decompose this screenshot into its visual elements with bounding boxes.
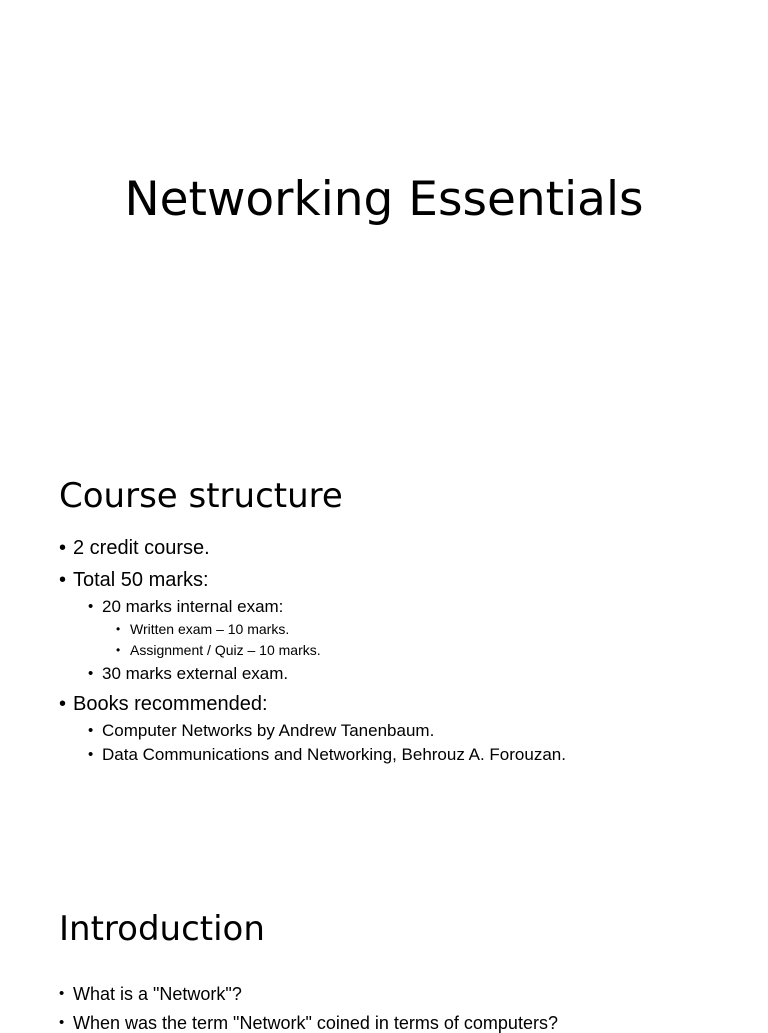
list-item-text: Books recommended: <box>73 693 268 715</box>
list-item-text: Written exam – 10 marks. <box>130 621 290 637</box>
bullet-icon: • <box>116 643 121 657</box>
course-structure-heading: Course structure <box>59 476 343 516</box>
list-item <box>88 721 434 741</box>
bullet-icon: • <box>88 722 94 739</box>
list-item <box>59 536 210 560</box>
bullet-icon: • <box>59 693 67 715</box>
list-item-text: 20 marks internal exam: <box>102 597 284 616</box>
bullet-icon: • <box>59 1014 65 1031</box>
bullet-icon: • <box>59 537 67 559</box>
list-item-text: What is a "Network"? <box>73 984 242 1004</box>
list-item <box>59 1013 558 1033</box>
list-item <box>88 597 283 617</box>
list-item-text: 30 marks external exam. <box>102 664 289 683</box>
list-item-text: Computer Networks by Andrew Tanenbaum. <box>102 721 435 740</box>
list-item <box>116 621 289 638</box>
bullet-icon: • <box>116 622 121 636</box>
list-item-text: Data Communications and Networking, Behrouz A. Forouzan. <box>102 745 566 764</box>
slide-title: Networking Essentials <box>124 172 644 227</box>
list-item-text: Assignment / Quiz – 10 marks. <box>130 642 321 658</box>
list-item <box>59 984 242 1004</box>
list-item <box>88 745 566 765</box>
list-item <box>88 664 288 684</box>
list-item-text: Total 50 marks: <box>73 569 209 591</box>
list-item <box>59 692 268 716</box>
bullet-icon: • <box>59 985 65 1002</box>
introduction-heading: Introduction <box>59 909 265 949</box>
list-item-text: When was the term "Network" coined in terms of computers? <box>73 1013 558 1033</box>
bullet-icon: • <box>88 598 94 615</box>
list-item <box>116 642 321 659</box>
list-item-text: 2 credit course. <box>73 537 210 559</box>
bullet-icon: • <box>59 569 67 591</box>
list-item <box>59 568 209 592</box>
bullet-icon: • <box>88 665 94 682</box>
bullet-icon: • <box>88 746 94 763</box>
